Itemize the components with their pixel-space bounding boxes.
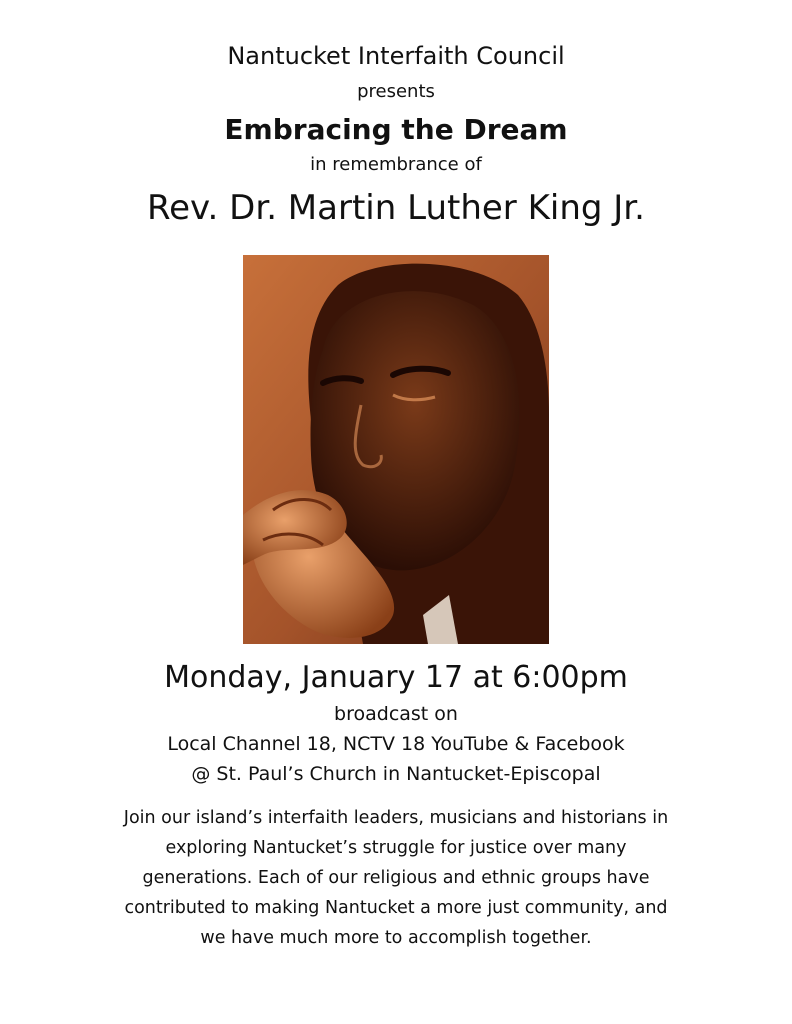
broadcast-channels: Local Channel 18, NCTV 18 YouTube & Facebook	[167, 733, 625, 755]
event-location: @ St. Paul’s Church in Nantucket-Episcopal	[191, 763, 601, 785]
description-line: we have much more to accomplish together.	[200, 928, 592, 948]
event-datetime: Monday, January 17 at 6:00pm	[164, 660, 628, 695]
description-line: contributed to making Nantucket a more just community, and	[124, 898, 668, 918]
honoree-name: Rev. Dr. Martin Luther King Jr.	[147, 188, 645, 228]
portrait-illustration	[243, 255, 549, 644]
description-line: Join our island’s interfaith leaders, musicians and historians in	[123, 808, 669, 828]
event-description	[80, 803, 712, 953]
organization-name: Nantucket Interfaith Council	[227, 42, 565, 70]
remembrance-text: in remembrance of	[310, 154, 482, 175]
event-title: Embracing the Dream	[224, 113, 568, 146]
portrait-photo	[243, 255, 549, 644]
presents-text: presents	[357, 81, 435, 102]
description-line: exploring Nantucket’s struggle for justice over many	[165, 838, 627, 858]
broadcast-label: broadcast on	[334, 703, 458, 725]
description-line: generations. Each of our religious and ethnic groups have	[142, 868, 650, 888]
